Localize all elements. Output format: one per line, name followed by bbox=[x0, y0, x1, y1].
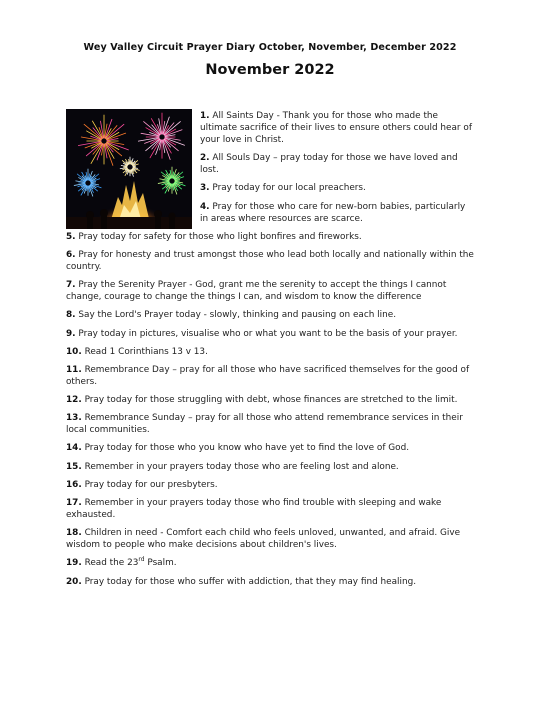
prayer-entry bbox=[66, 328, 476, 340]
entry-number: 1. bbox=[200, 111, 210, 121]
entry-text: Pray today for those struggling with debt, whose finances are stretched to the limit. bbox=[84, 395, 458, 406]
entry-number: 10. bbox=[66, 346, 82, 357]
prayer-entry bbox=[66, 479, 476, 491]
entry-number: 18. bbox=[66, 528, 82, 539]
entry-number: 5. bbox=[66, 231, 76, 242]
entry-text: All Souls Day – pray today for those we have loved and lost. bbox=[200, 153, 458, 176]
prayer-entry bbox=[200, 152, 476, 176]
entry-text: Pray today for our local preachers. bbox=[212, 183, 366, 194]
entry-text: Pray today for those who suffer with addiction, that they may find healing. bbox=[84, 576, 417, 587]
prayer-entry bbox=[66, 249, 476, 273]
entry-number: 17. bbox=[66, 498, 82, 508]
prayer-entry bbox=[66, 279, 476, 303]
entry-text: Say the Lord's Prayer today - slowly, thinking and pausing on each line. bbox=[78, 310, 397, 321]
entry-text: Remembrance Sunday – pray for all those who attend remembrance services in their local communities. bbox=[66, 413, 463, 436]
prayer-entry bbox=[66, 497, 476, 521]
entry-superscript: rd bbox=[138, 556, 145, 564]
entry-text: Pray today in pictures, visualise who or what you want to be the basis of your prayer. bbox=[78, 328, 458, 339]
prayer-entry bbox=[200, 201, 476, 225]
entry-text: Pray for those who care for new-born babies, particularly in areas where resources are scarce. bbox=[200, 201, 466, 224]
prayer-entry bbox=[66, 231, 476, 243]
entry-text: Read 1 Corinthians 13 v 13. bbox=[84, 346, 208, 357]
entry-number: 12. bbox=[66, 395, 82, 406]
entry-text: Remembrance Day – pray for all those who have sacrificed themselves for the good of others. bbox=[66, 364, 470, 387]
entry-text: Children in need - Comfort each child who feels unloved, unwanted, and afraid. Give wisdom to people who make decisions about children's lives. bbox=[66, 528, 461, 551]
entry-number: 20. bbox=[66, 576, 82, 587]
prayer-entry bbox=[66, 346, 476, 358]
entry-number: 7. bbox=[66, 280, 76, 291]
entry-number: 3. bbox=[200, 183, 210, 194]
document-header: Wey Valley Circuit Prayer Diary October, November, December 2022 bbox=[83, 42, 457, 53]
prayer-list bbox=[66, 110, 476, 594]
entry-text: All Saints Day - Thank you for those who made the ultimate sacrifice of their lives to ensure others could hear of your love in Christ. bbox=[200, 111, 472, 145]
prayer-entry bbox=[66, 442, 476, 454]
entry-number: 16. bbox=[66, 479, 82, 490]
entry-text: Pray for honesty and trust amongst those who lead both locally and nationally within the country. bbox=[66, 249, 474, 272]
entry-text-end: Psalm. bbox=[144, 558, 177, 569]
prayer-entry bbox=[66, 309, 476, 321]
entry-number: 4. bbox=[200, 201, 210, 212]
entry-number: 8. bbox=[66, 310, 76, 321]
entry-number: 6. bbox=[66, 249, 76, 260]
entry-text: Remember in your prayers today those who find trouble with sleeping and wake exhausted. bbox=[66, 498, 442, 520]
entry-number: 15. bbox=[66, 461, 82, 472]
prayer-entry bbox=[200, 110, 476, 146]
prayer-entry bbox=[66, 461, 476, 473]
entry-number: 9. bbox=[66, 328, 76, 339]
entry-number: 2. bbox=[200, 153, 210, 164]
entry-text: Remember in your prayers today those who are feeling lost and alone. bbox=[84, 461, 399, 472]
prayer-entry bbox=[66, 576, 476, 588]
entry-text: Pray today for safety for those who light bonfires and fireworks. bbox=[78, 231, 362, 242]
entry-number: 13. bbox=[66, 413, 82, 424]
prayer-entry bbox=[66, 394, 476, 406]
prayer-entry bbox=[200, 182, 476, 194]
prayer-entry bbox=[66, 364, 476, 388]
entry-number: 11. bbox=[66, 364, 82, 375]
entry-number: 19. bbox=[66, 558, 82, 569]
entry-text: Pray the Serenity Prayer - God, grant me the serenity to accept the things I cannot change, courage to change the things I can, and wisdom to know the difference bbox=[66, 280, 447, 303]
page-title: November 2022 bbox=[205, 62, 335, 78]
prayer-entry bbox=[66, 557, 476, 569]
prayer-entry bbox=[66, 412, 476, 436]
prayer-entry bbox=[66, 527, 476, 551]
entry-text: Pray today for our presbyters. bbox=[84, 479, 218, 490]
entry-number: 14. bbox=[66, 443, 82, 454]
entry-text: Read the 23 bbox=[84, 558, 139, 569]
entry-text: Pray today for those who you know who have yet to find the love of God. bbox=[84, 443, 410, 454]
